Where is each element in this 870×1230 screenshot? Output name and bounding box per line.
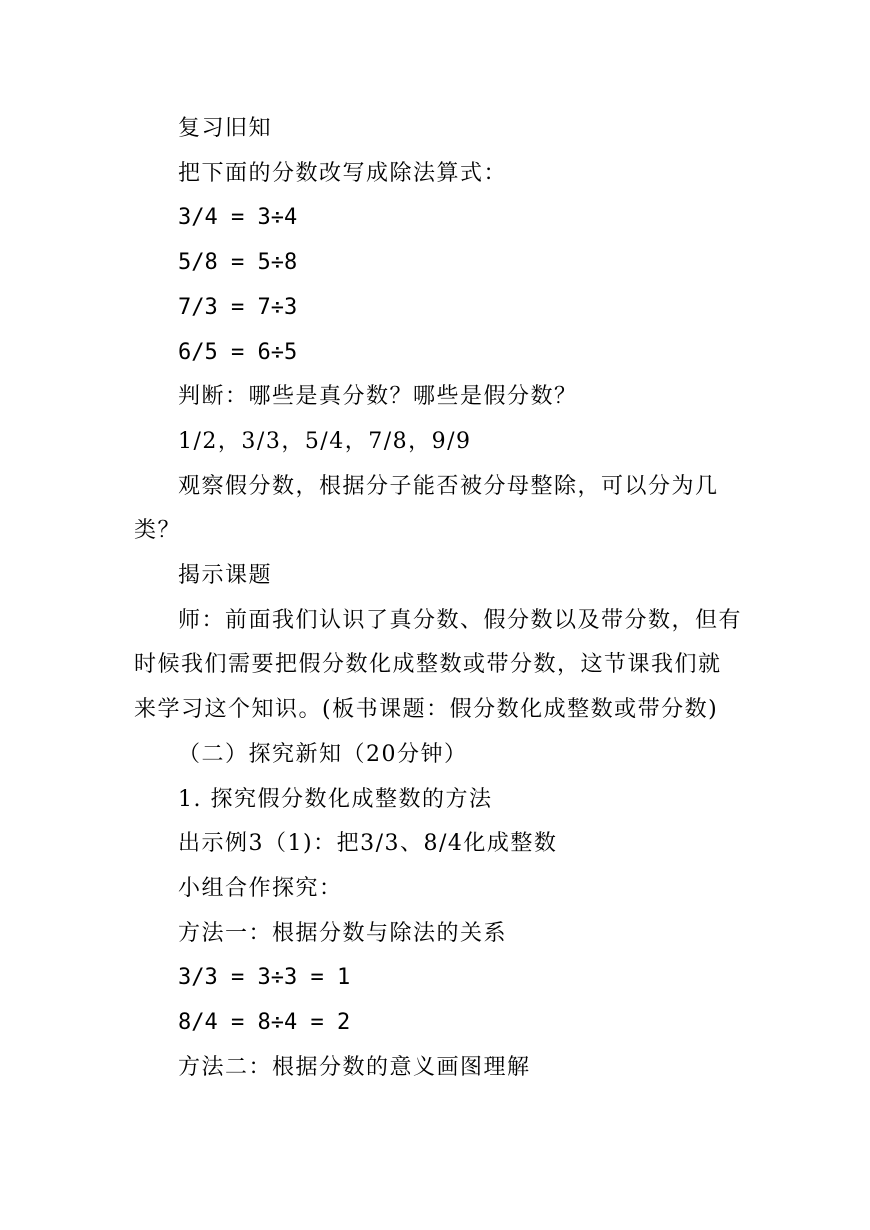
equation-line: 5/8 = 5÷8 — [178, 250, 298, 276]
document-body — [134, 107, 744, 1090]
equation-line: 6/5 = 6÷5 — [178, 339, 298, 365]
heading-review: 复习旧知 — [178, 116, 273, 141]
subsection-heading: 1. 探究假分数化成整数的方法 — [178, 786, 493, 812]
section-heading-explore: （二）探究新知（20分钟） — [178, 741, 468, 767]
fraction-list: 1/2，3/3，5/4，7/8，9/9 — [178, 428, 472, 454]
judge-question: 判断：哪些是真分数？哪些是假分数？ — [178, 384, 578, 410]
method-one-label: 方法一：根据分数与除法的关系 — [178, 920, 508, 946]
equation-line: 8/4 = 8÷4 = 2 — [178, 1010, 351, 1036]
example-prompt: 出示例3（1)：把3/3、8/4化成整数 — [178, 831, 558, 857]
equation-line: 3/4 = 3÷4 — [178, 205, 298, 231]
group-work-label: 小组合作探究： — [178, 875, 343, 901]
teacher-paragraph: 师：前面我们认识了真分数、假分数以及带分数，但有时候我们需要把假分数化成整数或带分数，这节课我们就来学习这个知识。(板书课题：假分数化成整数或带分数) — [134, 607, 743, 723]
equation-line: 7/3 = 7÷3 — [178, 294, 298, 320]
equation-line: 3/3 = 3÷3 = 1 — [178, 965, 351, 991]
observe-question: 观察假分数，根据分子能否被分母整除，可以分为几类？ — [134, 473, 719, 544]
method-two-label: 方法二：根据分数的意义画图理解 — [178, 1054, 531, 1080]
heading-reveal-topic: 揭示课题 — [178, 563, 273, 589]
instruction-rewrite: 把下面的分数改写成除法算式： — [178, 160, 508, 186]
